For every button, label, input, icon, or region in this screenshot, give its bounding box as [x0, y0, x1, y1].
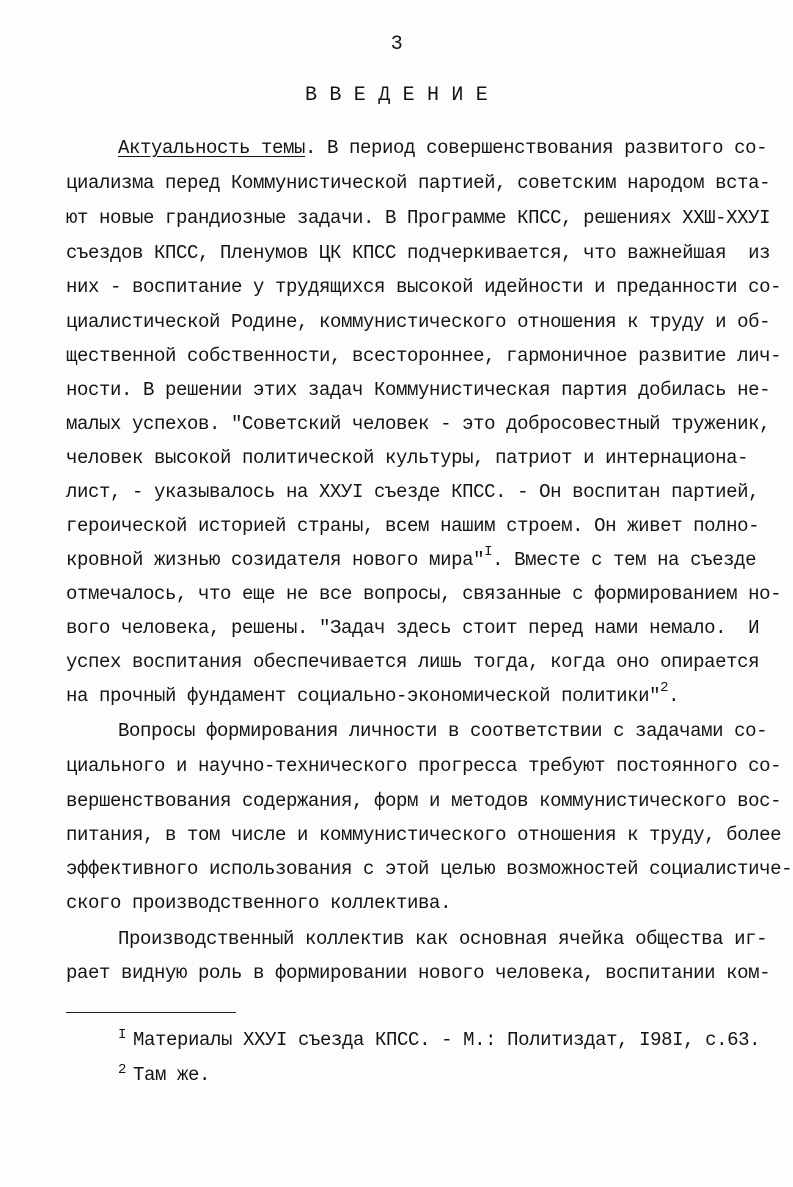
text-segment: .: [668, 685, 680, 707]
footnote-2: [118, 1060, 210, 1090]
page-number: 3: [390, 33, 403, 56]
text-segment: на прочный фундамент социально-экономической политики": [66, 685, 661, 707]
text-segment: кровной жизнью созидателя нового мира": [66, 549, 485, 571]
text-line: человек высокой политической культуры, патриот и интернациона-: [66, 447, 749, 469]
text-line: Вопросы формирования личности в соответствии с задачами со-: [118, 720, 768, 742]
footnote-text: Там же.: [133, 1064, 211, 1086]
text-line: рает видную роль в формировании нового человека, воспитании ком-: [66, 962, 771, 984]
text-line: циального и научно-технического прогресса требуют постоянного со-: [66, 755, 782, 777]
text-line: щественной собственности, всестороннее, гармоничное развитие лич-: [66, 345, 782, 367]
text-line: отмечалось, что еще не все вопросы, связанные с формированием но-: [66, 583, 782, 605]
text-line: циализма перед Коммунистической партией, советским народом вста-: [66, 172, 771, 194]
text-line: ности. В решении этих задач Коммунистическая партия добилась не-: [66, 379, 771, 401]
text-line: них - воспитание у трудящихся высокой идейности и преданности со-: [66, 276, 782, 298]
topic-relevance-label: Актуальность темы: [118, 137, 306, 159]
footnote-reference: 2: [660, 679, 669, 696]
text-line: лист, - указывалось на ХХУI съезде КПСС. - Он воспитан партией,: [66, 481, 760, 503]
footnote-reference: I: [484, 543, 493, 560]
text-line: вого человека, решены. "Задач здесь стоит перед нами немало. И: [66, 617, 760, 639]
footnote-1: [118, 1025, 760, 1055]
text-line: [66, 545, 756, 575]
text-line: вершенствования содержания, форм и методов коммунистического вос-: [66, 790, 782, 812]
section-heading: В В Е Д Е Н И Е: [304, 84, 489, 107]
text-line: съездов КПСС, Пленумов ЦК КПСС подчеркивается, что важнейшая из: [66, 242, 771, 264]
text-line: ского производственного коллектива.: [66, 892, 452, 914]
text-line: малых успехов. "Советский человек - это добросовестный труженик,: [66, 413, 771, 435]
text-line: циалистической Родине, коммунистического отношения к труду и об-: [66, 311, 771, 333]
text-line: [66, 681, 679, 711]
text-line: питания, в том числе и коммунистического отношения к труду, более: [66, 824, 782, 846]
text-line: успех воспитания обеспечивается лишь тогда, когда оно опирается: [66, 651, 760, 673]
text-line: героической историей страны, всем нашим строем. Он живет полно-: [66, 515, 760, 537]
text-line: ют новые грандиозные задачи. В Программе КПСС, решениях ХХШ-ХХУI: [66, 207, 771, 229]
footnote-mark: 2: [118, 1062, 127, 1078]
footnote-mark: I: [118, 1027, 127, 1043]
text-line: Производственный коллектив как основная ячейка общества иг-: [118, 928, 768, 950]
text-line-rest: . В период совершенствования развитого со-: [305, 137, 768, 159]
text-segment: . Вместе с тем на съезде: [492, 549, 757, 571]
text-line: [118, 133, 767, 163]
footnote-text: Материалы ХХУI съезда КПСС. - М.: Политиздат, I98I, с.63.: [133, 1029, 761, 1051]
footnote-divider: [66, 1012, 236, 1013]
text-line: эффективного использования с этой целью возможностей социалистиче-: [66, 858, 793, 880]
